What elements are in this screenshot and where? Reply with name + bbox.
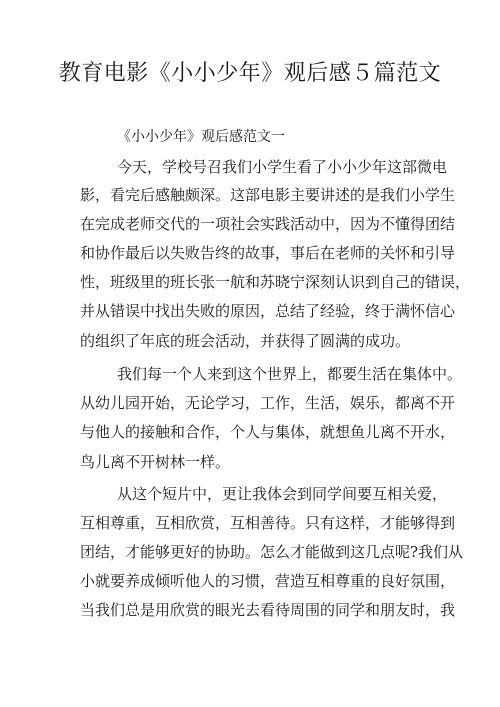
paragraph-2-line-1: 我们每一个人来到这个世界上，都要生活在集体中。	[117, 365, 463, 383]
paragraph-1-line-2: 影，看完后感触颇深。这部电影主要讲述的是我们小学生	[80, 186, 456, 204]
paragraph-1-line-3: 在完成老师交代的一项社会实践活动中，因为不懂得团结	[80, 215, 456, 233]
paragraph-2-line-2: 从幼儿园开始，无论学习，工作，生活，娱乐，都离不开	[80, 394, 456, 412]
paragraph-1-line-4: 和协作最后以失败告终的故事，事后在老师的关怀和引导	[80, 244, 456, 262]
paragraph-1-line-1: 今天，学校号召我们小学生看了小小少年这部微电	[117, 158, 448, 176]
paragraph-2-line-3: 与他人的接触和合作，个人与集体，就想鱼儿离不开水，	[80, 423, 456, 441]
paragraph-3-line-3: 团结，才能够更好的协助。怎么才能做到这几点呢?我们从	[80, 543, 464, 561]
paragraph-3-line-1: 从这个短片中，更让我体会到同学间要互相关爱，	[117, 485, 448, 503]
paragraph-3-line-4: 小就要养成倾听他人的习惯，营造互相尊重的良好氛围，	[80, 572, 456, 590]
document-title: 教育电影《小小少年》观后感５篇范文	[58, 61, 442, 86]
paragraph-1-line-5: 性，班级里的班长张一航和苏晓宁深刻认识到自己的错误，	[80, 273, 471, 291]
paragraph-1-line-6: 并从错误中找出失败的原因，总结了经验，终于满怀信心	[80, 302, 456, 320]
paragraph-2-line-4: 鸟儿离不开树林一样。	[80, 453, 231, 471]
paragraph-3-line-5: 当我们总是用欣赏的眼光去看待周围的同学和朋友时，我	[80, 601, 456, 619]
paragraph-1-line-7: 的组织了年底的班会活动，并获得了圆满的成功。	[80, 332, 411, 350]
paragraph-3-line-2: 互相尊重，互相欣赏，互相善待。只有这样，才能够得到	[80, 514, 456, 532]
section-subtitle: 《小小少年》观后感范文一	[117, 129, 285, 145]
